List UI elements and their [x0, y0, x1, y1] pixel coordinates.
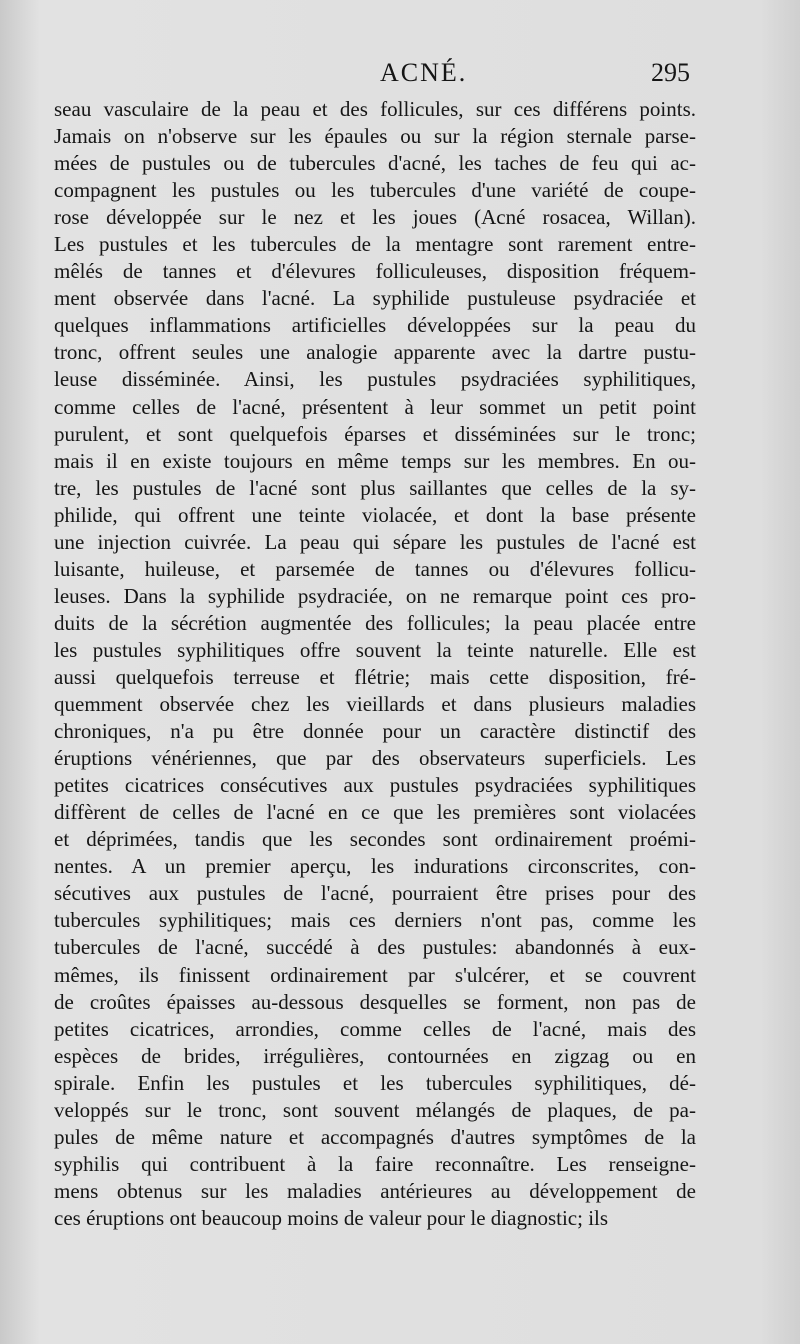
text-line: Les pustules et les tubercules de la mentagre sont rarement entre-	[54, 232, 696, 257]
text-line: syphilis qui contribuent à la faire reconnaître. Les renseigne-	[54, 1151, 696, 1176]
text-line: diffèrent de celles de l'acné en ce que les premières sont violacées	[54, 800, 696, 825]
text-line: veloppés sur le tronc, sont souvent mélangés de plaques, de pa-	[54, 1097, 696, 1122]
page-header	[56, 58, 696, 94]
text-line: tre, les pustules de l'acné sont plus saillantes que celles de la sy-	[54, 475, 696, 500]
text-line: mens obtenus sur les maladies antérieures au développement de	[54, 1178, 696, 1203]
text-line: leuses. Dans la syphilide psydraciée, on ne remarque point ces pro-	[54, 583, 696, 608]
text-line: tubercules syphilitiques; mais ces derniers n'ont pas, comme les	[54, 908, 696, 933]
text-line: chroniques, n'a pu être donnée pour un caractère distinctif des	[54, 719, 696, 744]
text-line: ces éruptions ont beaucoup moins de valeur pour le diagnostic; ils	[54, 1205, 609, 1230]
text-line: quelques inflammations artificielles développées sur la peau du	[54, 313, 696, 338]
text-line: leuse disséminée. Ainsi, les pustules psydraciées syphilitiques,	[54, 367, 696, 392]
text-line: sécutives aux pustules de l'acné, pourraient être prises pour des	[54, 881, 696, 906]
text-line: pules de même nature et accompagnés d'autres symptômes de la	[54, 1124, 696, 1149]
text-line: petites cicatrices, arrondies, comme celles de l'acné, mais des	[54, 1016, 696, 1041]
text-line: seau vasculaire de la peau et des follicules, sur ces différens points.	[54, 97, 696, 121]
text-line: éruptions vénériennes, que par des observateurs superficiels. Les	[54, 746, 696, 771]
text-line: et déprimées, tandis que les secondes sont ordinairement proémi-	[54, 827, 696, 852]
text-line: spirale. Enfin les pustules et les tubercules syphilitiques, dé-	[54, 1070, 696, 1095]
text-line: duits de la sécrétion augmentée des follicules; la peau placée entre	[54, 610, 696, 635]
text-line: mêmes, ils finissent ordinairement par s'ulcérer, et se couvrent	[54, 962, 696, 987]
text-line: comme celles de l'acné, présentent à leur sommet un petit point	[54, 394, 696, 419]
text-line: philide, qui offrent une teinte violacée, et dont la base présente	[54, 502, 696, 527]
text-line: compagnent les pustules ou les tubercules d'une variété de coupe-	[54, 178, 696, 203]
text-line: tronc, offrent seules une analogie apparente avec la dartre pustu-	[54, 340, 696, 365]
text-line: ment observée dans l'acné. La syphilide pustuleuse psydraciée et	[54, 286, 696, 311]
text-line: tubercules de l'acné, succédé à des pustules: abandonnés à eux-	[54, 935, 696, 960]
text-line: mêlés de tannes et d'élevures folliculeuses, disposition fréquem-	[54, 259, 696, 284]
text-line: mées de pustules ou de tubercules d'acné, les taches de feu qui ac-	[54, 151, 696, 176]
text-line: mais il en existe toujours en même temps sur les membres. En ou-	[54, 448, 696, 473]
text-line: petites cicatrices consécutives aux pustules psydraciées syphilitiques	[54, 773, 696, 798]
running-title: ACNÉ.	[380, 58, 468, 87]
body-text	[54, 96, 696, 1232]
text-line: luisante, huileuse, et parsemée de tannes ou d'élevures follicu-	[54, 556, 696, 581]
text-line: quemment observée chez les vieillards et dans plusieurs maladies	[54, 692, 696, 717]
text-line: les pustules syphilitiques offre souvent la teinte naturelle. Elle est	[54, 637, 696, 662]
text-line: rose développée sur le nez et les joues (Acné rosacea, Willan).	[54, 205, 696, 230]
page-number: 295	[651, 58, 690, 87]
text-line: une injection cuivrée. La peau qui sépare les pustules de l'acné est	[54, 529, 696, 554]
text-line: de croûtes épaisses au-dessous desquelles se forment, non pas de	[54, 989, 696, 1014]
text-line: espèces de brides, irrégulières, contournées en zigzag ou en	[54, 1043, 696, 1068]
text-line: nentes. A un premier aperçu, les indurations circonscrites, con-	[54, 854, 696, 879]
text-line: Jamais on n'observe sur les épaules ou sur la région sternale parse-	[54, 124, 696, 149]
text-line: aussi quelquefois terreuse et flétrie; mais cette disposition, fré-	[54, 664, 696, 689]
text-line: purulent, et sont quelquefois éparses et disséminées sur le tronc;	[54, 421, 696, 446]
